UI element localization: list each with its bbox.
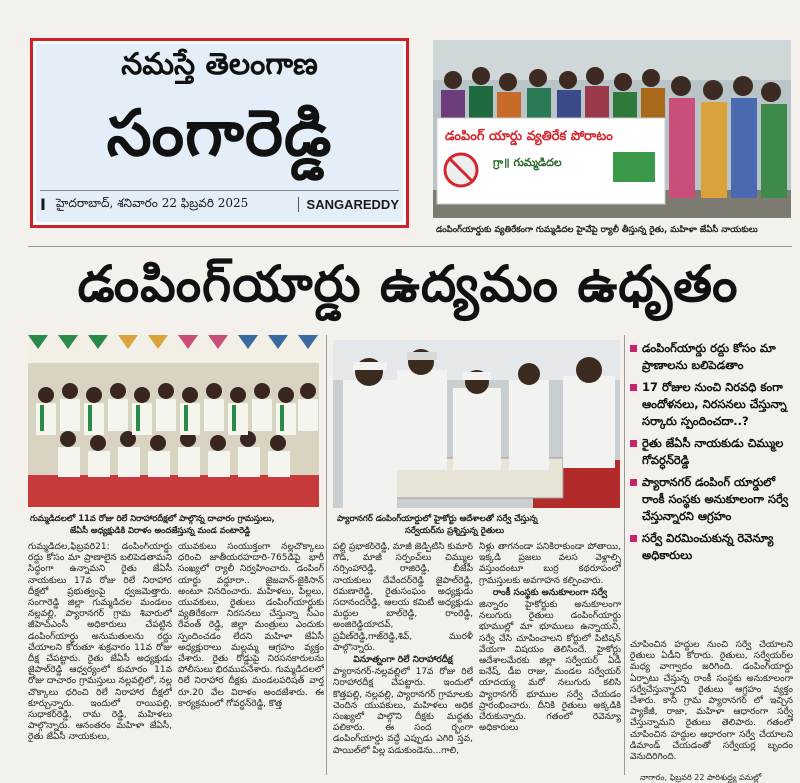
newspaper-brand: నమస్తే తెలంగాణ (121, 47, 318, 82)
mid-photo-caption-line1: ప్యారానగర్ డంపింగ్‌యార్డులో హైకోర్టు ఆదేశాలతో సర్వే చేస్తున్న (337, 513, 538, 523)
key-points-list (628, 340, 794, 569)
article-paragraph: జిన్నారం హైకోర్టుకు అనుకూలంగా నలుగురు రైతులు డంపింగ్‌యార్డు భూముల్లో మా భూములు ఉన్నాయని, సర్వే చేసి చూపించాలని కోర్టులో పిటిషన్ వేయగా విషయం తెలిసిందే. హైకోర్టు ఆదేశాలమేరకు జిల్లా సర్వేయర్ ఏడీ ఐనేష్, డీఐ రాజు, మండల సర్వేయర్ యాదయ్య మరో నలుగురు కలిసి ప్యారానగర్ భూముల సర్వే చేయడం ప్రారంభించారు. దీనికి రైతులు అక్కడికి చేరుకున్నారు. గతంలో రెవెన్యూ అధికారులు (479, 600, 621, 734)
article-column-1 (28, 542, 172, 774)
article-paragraph: చూపించిన హద్దుల నుంచి సర్వే చేయాలని రైతులు ఏడీని కోరారు. రైతులు, సర్వేయర్‌ల మధ్య వాగ్వాదం జరిగింది. డంపింగ్‌యార్డు ఏర్పాటు చేస్తున్న రాంకీ సంస్థకు అనుకూలంగా సర్వేచేస్తున్నారని రైతులు ఆగ్రహం వ్యక్తం చేశారు. కానీ గ్రామ ప్యారానగర్ లో ఇచ్చిన ప్యాకేజీ, రాజా, మహిళా ఆధారంగా సర్వే చేస్తున్నామని రైతులు తెలిపారు. గతంలో చూపించిన హద్దుల ఆధారంగా సర్వే చేయాలని డిమాండ్ చేయడంతో సర్వేయర్ల బృందం వెనుదిరిగింది. (630, 640, 793, 763)
masthead-panel (36, 44, 403, 222)
key-point: డంపింగ్‌యార్డు రద్దు కోసం మా ప్రాణాలను బలిపెడతాం (628, 340, 794, 374)
key-point: 17 రోజుల నుంచి నిరవధి కంగా ఆందోళనలు, నిరసనలు చేస్తున్నా సర్కారు స్పందించదా..? (628, 379, 794, 430)
article-paragraph: ప్యారానగర్-నల్లవల్లిలో 17వ రోజు రిలే నిరాహారదీక్ష చేపట్టారు. ఇందులో కొత్తపల్లి, నల్లవల్లి, ప్యారానగర్ గ్రామాలకు చెందిన యువకులు, మహిళలు అధిక సంఖ్యలో పాల్గొని దీక్షకు మద్దతు పలికారు. ఈ సంద ర్భంగా డంపింగ్‌యార్డు వద్దే ఎప్పుడు ఎగిరి స్తవ, పాయిల్‌లో పిల్ల పడుకుండెను...గాలి, (333, 667, 473, 756)
key-point: ప్యారానగర్ డంపింగ్ యార్డులో రాంకీ సంస్థకు అనుకూలంగా సర్వే చేస్తున్నారని ఆగ్రహం (628, 474, 794, 525)
article-column-3 (333, 542, 473, 774)
left-photo-caption-line1: గుమ్మడిదలలో 11వ రోజు రిలే నిరాహారదీక్షలో పాల్గొన్న దాచారం గ్రామస్తులు, (30, 513, 275, 523)
edition-city-title: సంగారెడ్డి (106, 97, 333, 171)
dateline: హైదరాబాద్, శనివారం 22 ఫిబ్రవరి 2025 (56, 196, 249, 210)
divider (28, 246, 792, 247)
dateline-bar (40, 190, 399, 218)
article-paragraph: గుమ్మడిదల,ఫిబ్రవరి21: డంపింగ్‌యార్డు రద్దు కోసం మా ప్రాణాలైన బలిపెడతామని సిద్ధంగా ఉన్నామని రైతు జేఏసీ నాయకులు 17వ రోజు రిలే నిరాహార దీక్షలో ప్రభుత్వంపై ధ్వజమెత్తారు. సంగారెడ్డి జిల్లా గుమ్మడిదల మండలం నల్లవల్లి, ప్యారానగర్ గ్రామ శివారులో జీహెచ్‌ఎంసీ అధికారులు చేపట్టిన డంపింగ్‌యార్డు అనుమతులను రద్దు చేయాలని కోరుతూ శుక్రవారం 11వ రోజు దీక్ష చేపట్టారు. రైతు జేఏసీ అధ్యక్షుడు జైపాల్‌రెడ్డి ఆధ్వర్యంలో కుమారం 11వ రోజు దాచారం గ్రామస్తులు నల్లవల్లిలో, నల్ల చొక్కాలు ధరించి రిలే నిరాహార దీక్షలో కూర్చున్నారు. ఇందులో రాయిపల్లి, సుధాకర్‌రెడ్డి, రామ రెడ్డి, మహిళలు పాల్గొన్నారు. ఆనంతరం మహిళా జేఏసీ, రైతు జేఏసీ నాయకులు, (28, 542, 172, 743)
survey-dispute-photo (333, 340, 620, 508)
article-column-2 (178, 542, 324, 774)
key-point: సర్వే విరమించుకున్న రెవెన్యూ అధికారులు (628, 530, 794, 564)
next-article-fragment: నాగారం, ఫిబ్రవరి 22 పారిశుద్ధ్య పనుల్లో (640, 773, 762, 782)
article-paragraph: నీళ్లు తాగనండా పనికిరాకుండా పోతాయి, ఇక్కడి ప్రజలు వలస వెళ్లాల్సి వస్తుందంటూ బుర్ర కథరూపంలో గ్రామస్తులకు అవగాహన కల్పించారు. (479, 542, 621, 586)
hunger-strike-photo (28, 335, 319, 507)
main-headline: డంపింగ్‌యార్డు ఉద్యమం ఉధృతం (77, 255, 739, 313)
article-paragraph: పల్లి ప్రభాకర్‌రెడ్డి, మాజీ జెడ్పీటీసీ కుమార్ గౌడ్, మాజీ సర్పంచ్‌లు చిమ్ముల నర్సింహారెడ్డి, రాజిరెడ్డి, బీజేపీ నాయకులు దేవేందర్‌రెడ్డి జైపాల్‌రెడ్డి, రమణారెడ్డి, రైతుసంఘం అధ్యక్షుడు సదానందరెడ్డి, ఆలయ కమిటీ అధ్యక్షుడు మద్దుల బాల్‌రెడ్డి, రాంరెడ్డి, అంజిరెడ్డియాదవ్, ప్రవీణ్‌రెడ్డి,గాజ్‌రెడ్డి,శివ్‌, మురళీ పాల్గొన్నారు. (333, 542, 473, 653)
article-subhead: రాంకీ సంస్థకు అనుకూలంగా సర్వే (492, 587, 608, 598)
banner-text: డంపింగ్ యార్డు వ్యతిరేక పోరాటం (445, 129, 613, 144)
section-marker: I (40, 195, 46, 214)
article-subhead: వినూత్నంగా రిలే నిరాహారదీక్ష (353, 655, 453, 666)
divider (624, 335, 625, 775)
masthead (30, 38, 409, 228)
banner-subtext: గ్రా॥ గుమ్మడిదల (493, 156, 562, 169)
protest-rally-photo (433, 40, 791, 218)
left-photo-caption-line2: జేఏసీ అధ్యక్షుడికి విరాళం అందజేస్తున్న మండ వంటారెడ్డి (70, 525, 251, 535)
article-paragraph: యువకులు సంయుక్తంగా నల్లచొక్కాలు ధరించి జాతీయరహదారి-765డిపై భారీ సంఖ్యలో ర్యాలీ నిర్వహించారు. డంపింగ్ యార్డు వద్దూరా.. జైజవాన్-జైకిసాన్ అంటూ నినదించారు. మహిళలు, పిల్లలు, యువకులు, రైతులు డంపింగ్‌యార్డుకు వ్యతిరేకంగా నిరసనలు చేస్తున్నా సీఎం రేవంత్ రెడ్డి, జిల్లా మంత్రులు ఎందుకు స్పందించడం లేదని మహిళా జేఏసీ అధ్యక్షురాలు మల్లమ్మ ఆగ్రహం వ్యక్తం చేశారు. రైతు రోడ్డుపై నిరసనకారులను పోలీసులు భిరముపనేశారు. గుమ్మడిదలలో రిలే నిరాహార దీక్షకు మండలపరిషత్ వార్త రూ.20 వేల విరాళం అందజేశారు. ఈ కార్యక్రమంలో గోవర్ధన్‌రెడ్డి, కొత్త (178, 542, 324, 709)
divider (326, 335, 327, 775)
top-photo-caption: డంపింగ్‌యార్డుకు వ్యతిరేకంగా గుమ్మడిదల హైవేపై ర్యాలీ తీస్తున్న రైతు, మహిళా జేఏసీ నాయకులు (436, 225, 758, 235)
article-column-4 (479, 542, 621, 774)
edition-label: SANGAREDDY (298, 197, 399, 212)
mid-photo-caption-line2: సర్వేయర్‌ను ప్రశ్నిస్తున్న రైతులు (405, 525, 504, 535)
key-point: రైతు జేఏసీ నాయకుడు చిమ్ముల గోవర్ధన్‌రెడ్డి (628, 435, 794, 469)
article-column-5 (630, 640, 793, 768)
